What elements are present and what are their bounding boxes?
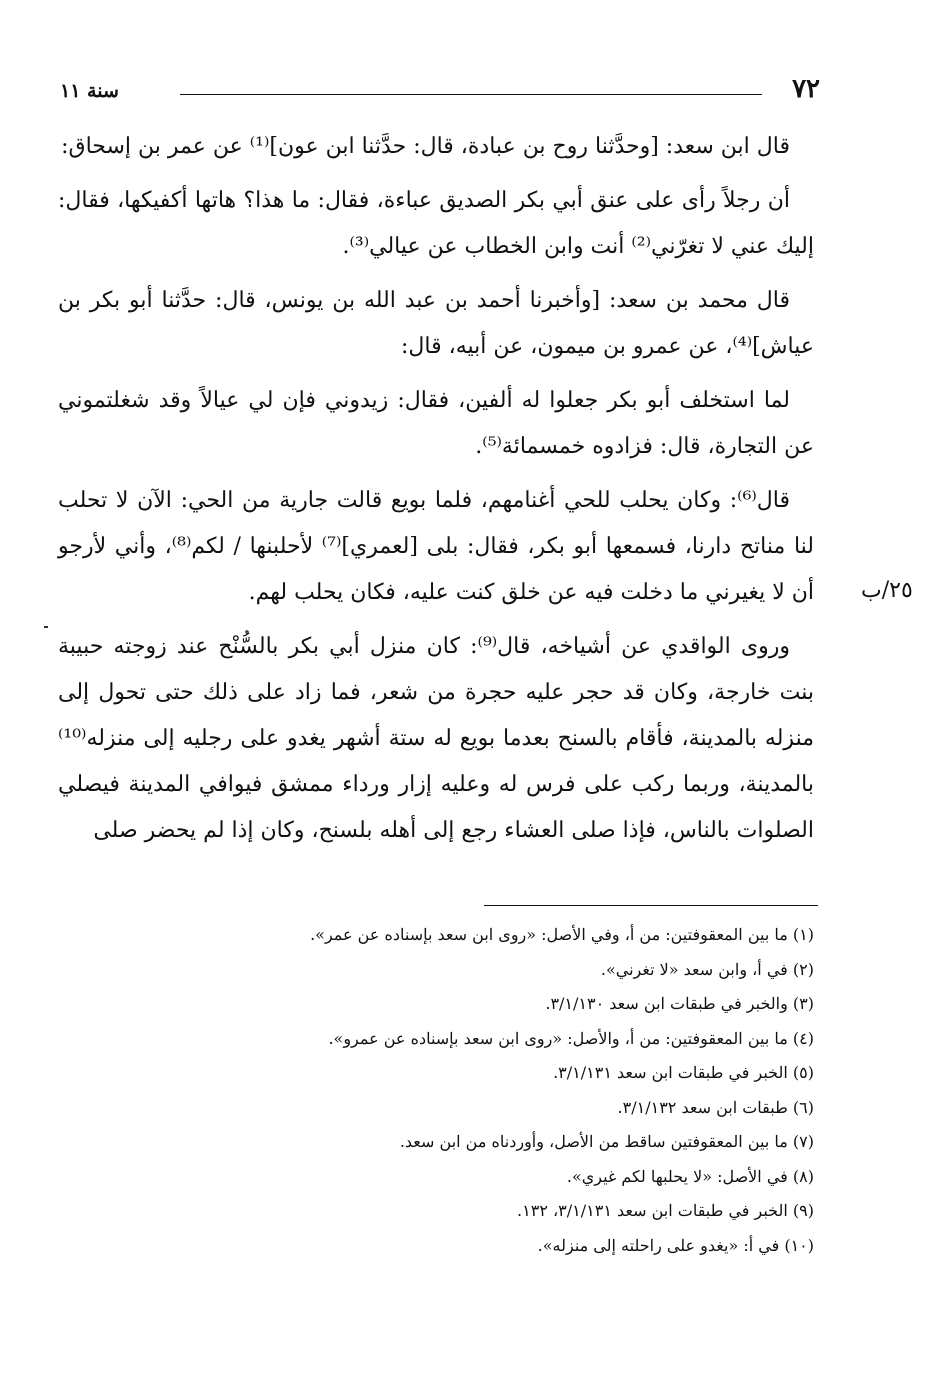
footnote: (٨) في الأصل: «لا يحلبها لكم غيري». [566, 1166, 814, 1186]
footnotes [120, 918, 814, 1263]
paragraph: قال ابن سعد: [وحدَّثنا روح بن عبادة، قال: حدَّثنا ابن عون]⁽¹⁾ عن عمر بن إسحاق: [61, 134, 790, 159]
footnote: (٦) طبقات ابن سعد ٣/١/١٣٢. [617, 1097, 814, 1117]
main-text [58, 124, 814, 862]
footnote-rule [484, 905, 818, 906]
running-head: سنة ١١ [60, 80, 119, 102]
footnote: (١٠) في أ: «يغدو على راحلته إلى منزله». [537, 1235, 814, 1255]
paragraph: قال⁽⁶⁾: وكان يحلب للحي أغنامهم، فلما بويع قالت جارية من الحي: الآن لا تحلب لنا مناتح دارنا، فسمعها أبو بكر، فقال: بلى [لعمري]⁽⁷⁾ لأحلبنها / لكم⁽⁸⁾، وأني لأرجو أن لا يغيرني ما دخلت فيه عن خلق كنت عليه، فكان يحلب لهم. [58, 488, 814, 605]
header-rule [180, 94, 762, 95]
footnote: (٥) الخبر في طبقات ابن سعد ٣/١/١٣١. [553, 1063, 814, 1082]
footnote: (١) ما بين المعقوفتين: من أ، وفي الأصل: «روى ابن سعد بإسناده عن عمر». [310, 925, 814, 944]
scan-speck [44, 626, 48, 628]
paragraph: لما استخلف أبو بكر جعلوا له ألفين، فقال: زيدوني فإن لي عيالاً وقد شغلتموني عن التجارة، قال: فزادوه خمسمائة⁽⁵⁾. [58, 388, 814, 459]
footnote: (٤) ما بين المعقوفتين: من أ، والأصل: «روى ابن سعد بإسناده عن عمرو». [328, 1028, 814, 1048]
footnote: (٢) في أ، وابن سعد «لا تغرني». [600, 959, 814, 979]
footnote: (٣) والخبر في طبقات ابن سعد ٣/١/١٣٠. [545, 994, 814, 1013]
paragraph: وروى الواقدي عن أشياخه، قال⁽⁹⁾: كان منزل أبي بكر بالسُّنْح عند زوجته حبيبة بنت خارجة، وكان قد حجر عليه حجرة من شعر، فما زاد على ذلك حتى تحول إلى منزله بالمدينة، فأقام بالسنح بعدما بويع له ستة أشهر يغدو على رجليه إلى منزله⁽¹⁰⁾ بالمدينة، وربما ركب على فرس له وعليه إزار ورداء ممشق فيوافي المدينة فيصلي الصلوات بالناس، فإذا صلى العشاء رجع إلى أهله بلسنح، وكان إذا لم يحضر صلى [58, 634, 814, 843]
footnote: (٩) الخبر في طبقات ابن سعد ٣/١/١٣١، ١٣٢. [517, 1201, 814, 1220]
page-header [60, 72, 820, 112]
manuscript-folio-note: ٢٥/ب [861, 578, 913, 603]
footnote: (٧) ما بين المعقوفتين ساقط من الأصل، وأوردناه من ابن سعد. [399, 1132, 814, 1151]
paragraph: قال محمد بن سعد: [وأخبرنا أحمد بن عبد الله بن يونس، قال: حدَّثنا أبو بكر بن عياش]⁽⁴⁾، عن عمرو بن ميمون، عن أبيه، قال: [58, 288, 814, 359]
page-number: ٧٢ [792, 74, 820, 104]
paragraph: أن رجلاً رأى على عنق أبي بكر الصديق عباءة، فقال: ما هذا؟ هاتها أكفيكها، فقال: إليك عني لا تغرّني⁽²⁾ أنت وابن الخطاب عن عيالي⁽³⁾. [58, 188, 814, 259]
